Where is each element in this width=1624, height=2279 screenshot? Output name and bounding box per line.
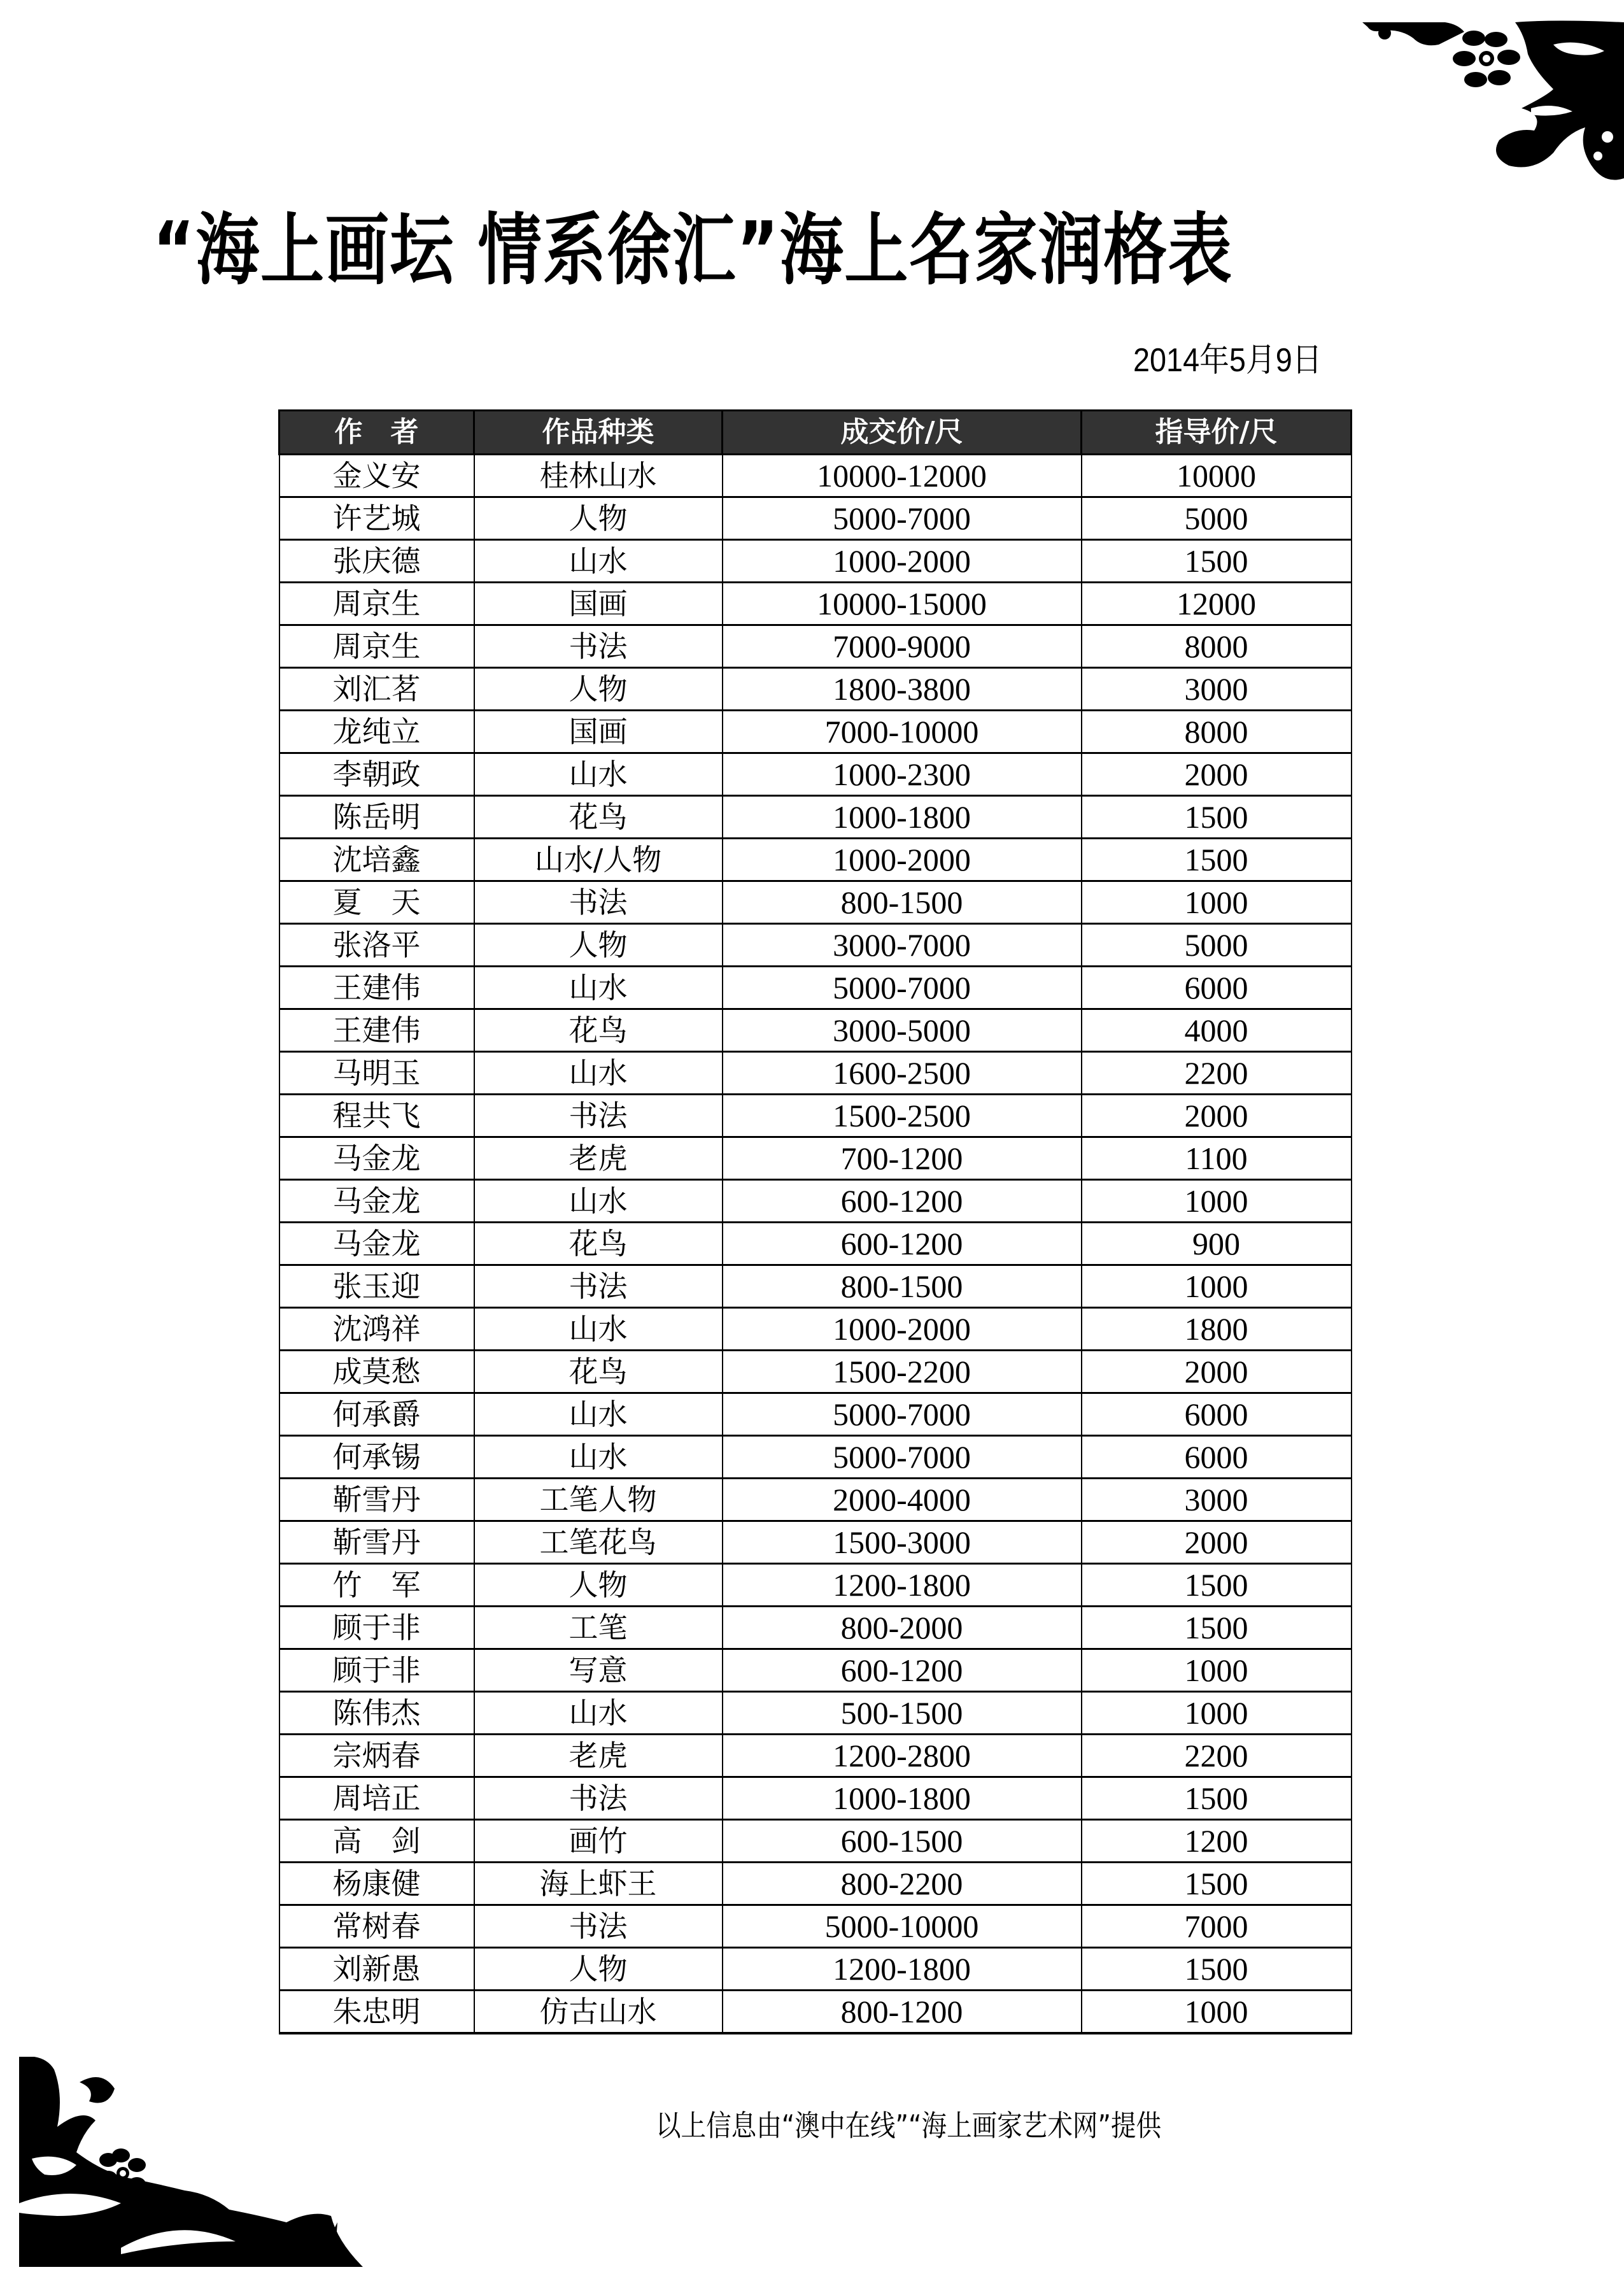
floral-corner-ornament-icon	[1362, 19, 1624, 185]
table-row	[279, 1521, 1352, 1564]
deal-price-cell: 5000-7000	[723, 1436, 1082, 1479]
deal-price-cell: 1800-3800	[723, 668, 1082, 711]
guide-price-cell: 2200	[1082, 1735, 1352, 1777]
artist-cell: 刘新愚	[279, 1948, 474, 1991]
deal-price-cell: 3000-5000	[723, 1009, 1082, 1052]
artist-cell: 马明玉	[279, 1052, 474, 1095]
source-note: 以上信息由“澳中在线”“海上画家艺术网”提供	[656, 2108, 1162, 2143]
artist-cell: 高 剑	[279, 1820, 474, 1863]
artist-cell: 李朝政	[279, 753, 474, 796]
work-type-cell: 工笔花鸟	[474, 1521, 723, 1564]
artist-cell: 张庆德	[279, 540, 474, 583]
deal-price-cell: 500-1500	[723, 1692, 1082, 1735]
table-row	[279, 455, 1352, 497]
deal-price-cell: 1000-1800	[723, 1777, 1082, 1820]
work-type-cell: 山水	[474, 540, 723, 583]
deal-price-cell: 800-1500	[723, 1265, 1082, 1308]
work-type-cell: 花鸟	[474, 1351, 723, 1393]
guide-price-cell: 900	[1082, 1223, 1352, 1265]
work-type-cell: 山水	[474, 1308, 723, 1351]
work-type-cell: 老虎	[474, 1137, 723, 1180]
guide-price-cell: 7000	[1082, 1905, 1352, 1948]
guide-price-cell: 1500	[1082, 1948, 1352, 1991]
guide-price-cell: 1500	[1082, 1863, 1352, 1905]
table-row	[279, 668, 1352, 711]
deal-price-cell: 1000-2000	[723, 540, 1082, 583]
work-type-cell: 花鸟	[474, 1009, 723, 1052]
guide-price-cell: 2200	[1082, 1052, 1352, 1095]
work-type-cell: 山水	[474, 1692, 723, 1735]
table-row	[279, 1479, 1352, 1521]
table-row	[279, 1607, 1352, 1649]
artist-cell: 何承锡	[279, 1436, 474, 1479]
guide-price-cell: 2000	[1082, 1351, 1352, 1393]
artist-cell: 马金龙	[279, 1180, 474, 1223]
table-row	[279, 967, 1352, 1009]
floral-corner-ornament-icon	[19, 2057, 363, 2267]
artist-cell: 龙纯立	[279, 711, 474, 753]
table-row	[279, 1863, 1352, 1905]
price-table	[278, 409, 1352, 2034]
guide-price-cell: 1500	[1082, 1777, 1352, 1820]
table-row	[279, 753, 1352, 796]
deal-price-cell: 10000-12000	[723, 455, 1082, 497]
deal-price-cell: 7000-9000	[723, 625, 1082, 668]
guide-price-cell: 3000	[1082, 668, 1352, 711]
table-row	[279, 1308, 1352, 1351]
table-header-row	[279, 411, 1352, 455]
guide-price-cell: 8000	[1082, 625, 1352, 668]
artist-cell: 周京生	[279, 583, 474, 625]
table-row	[279, 881, 1352, 924]
work-type-cell: 老虎	[474, 1735, 723, 1777]
deal-price-cell: 800-1500	[723, 881, 1082, 924]
artist-cell: 顾于非	[279, 1649, 474, 1692]
work-type-cell: 山水	[474, 967, 723, 1009]
table-row	[279, 1180, 1352, 1223]
table-row	[279, 497, 1352, 540]
table-row	[279, 583, 1352, 625]
work-type-cell: 书法	[474, 1095, 723, 1137]
deal-price-cell: 1000-1800	[723, 796, 1082, 839]
artist-cell: 何承爵	[279, 1393, 474, 1436]
table-row	[279, 1649, 1352, 1692]
deal-price-cell: 600-1200	[723, 1223, 1082, 1265]
deal-price-cell: 600-1500	[723, 1820, 1082, 1863]
artist-cell: 夏 天	[279, 881, 474, 924]
table-row	[279, 1052, 1352, 1095]
table-row	[279, 1905, 1352, 1948]
work-type-cell: 山水	[474, 1052, 723, 1095]
table-row	[279, 625, 1352, 668]
table-row	[279, 1223, 1352, 1265]
column-header-guide-price: 指导价/尺	[1082, 411, 1352, 455]
table-row	[279, 1735, 1352, 1777]
deal-price-cell: 5000-7000	[723, 1393, 1082, 1436]
deal-price-cell: 1200-1800	[723, 1564, 1082, 1607]
table-row	[279, 1393, 1352, 1436]
work-type-cell: 海上虾王	[474, 1863, 723, 1905]
guide-price-cell: 1800	[1082, 1308, 1352, 1351]
guide-price-cell: 1000	[1082, 1265, 1352, 1308]
artist-cell: 宗炳春	[279, 1735, 474, 1777]
guide-price-cell: 2000	[1082, 753, 1352, 796]
work-type-cell: 山水	[474, 1436, 723, 1479]
work-type-cell: 山水/人物	[474, 839, 723, 881]
guide-price-cell: 5000	[1082, 497, 1352, 540]
deal-price-cell: 1500-2500	[723, 1095, 1082, 1137]
table-row	[279, 1137, 1352, 1180]
work-type-cell: 人物	[474, 924, 723, 967]
work-type-cell: 工笔人物	[474, 1479, 723, 1521]
artist-cell: 竹 军	[279, 1564, 474, 1607]
artist-cell: 张玉迎	[279, 1265, 474, 1308]
artist-cell: 王建伟	[279, 967, 474, 1009]
column-header-artist: 作 者	[279, 411, 474, 455]
deal-price-cell: 600-1200	[723, 1649, 1082, 1692]
page-title: “海上画坛 情系徐汇”海上名家润格表	[153, 205, 1233, 295]
artist-cell: 靳雪丹	[279, 1479, 474, 1521]
table-row	[279, 1436, 1352, 1479]
guide-price-cell: 3000	[1082, 1479, 1352, 1521]
table-row	[279, 711, 1352, 753]
artist-cell: 程共飞	[279, 1095, 474, 1137]
artist-cell: 杨康健	[279, 1863, 474, 1905]
deal-price-cell: 5000-7000	[723, 497, 1082, 540]
deal-price-cell: 700-1200	[723, 1137, 1082, 1180]
artist-cell: 王建伟	[279, 1009, 474, 1052]
guide-price-cell: 6000	[1082, 1436, 1352, 1479]
guide-price-cell: 8000	[1082, 711, 1352, 753]
table-row	[279, 1692, 1352, 1735]
deal-price-cell: 1500-3000	[723, 1521, 1082, 1564]
column-header-work-type: 作品种类	[474, 411, 723, 455]
table-row	[279, 1777, 1352, 1820]
deal-price-cell: 5000-10000	[723, 1905, 1082, 1948]
document-date: 2014年5月9日	[1133, 342, 1322, 379]
table-row	[279, 1009, 1352, 1052]
guide-price-cell: 1000	[1082, 1692, 1352, 1735]
artist-cell: 沈培鑫	[279, 839, 474, 881]
guide-price-cell: 1500	[1082, 839, 1352, 881]
table-row	[279, 1820, 1352, 1863]
work-type-cell: 书法	[474, 1905, 723, 1948]
work-type-cell: 山水	[474, 1393, 723, 1436]
guide-price-cell: 2000	[1082, 1095, 1352, 1137]
work-type-cell: 写意	[474, 1649, 723, 1692]
artist-cell: 许艺城	[279, 497, 474, 540]
guide-price-cell: 4000	[1082, 1009, 1352, 1052]
table-body	[279, 455, 1352, 2034]
artist-cell: 周京生	[279, 625, 474, 668]
work-type-cell: 花鸟	[474, 1223, 723, 1265]
table-row	[279, 1948, 1352, 1991]
table-row	[279, 1351, 1352, 1393]
work-type-cell: 书法	[474, 881, 723, 924]
deal-price-cell: 1200-2800	[723, 1735, 1082, 1777]
guide-price-cell: 1000	[1082, 1649, 1352, 1692]
deal-price-cell: 1000-2000	[723, 839, 1082, 881]
work-type-cell: 国画	[474, 583, 723, 625]
guide-price-cell: 1500	[1082, 540, 1352, 583]
guide-price-cell: 1000	[1082, 1991, 1352, 2034]
guide-price-cell: 6000	[1082, 1393, 1352, 1436]
work-type-cell: 人物	[474, 497, 723, 540]
artist-cell: 陈伟杰	[279, 1692, 474, 1735]
table-row	[279, 1265, 1352, 1308]
artist-cell: 成莫愁	[279, 1351, 474, 1393]
work-type-cell: 人物	[474, 1948, 723, 1991]
table-row	[279, 796, 1352, 839]
deal-price-cell: 1000-2000	[723, 1308, 1082, 1351]
artist-cell: 金义安	[279, 455, 474, 497]
artist-cell: 陈岳明	[279, 796, 474, 839]
work-type-cell: 书法	[474, 625, 723, 668]
table-row	[279, 839, 1352, 881]
artist-cell: 刘汇茗	[279, 668, 474, 711]
work-type-cell: 国画	[474, 711, 723, 753]
guide-price-cell: 1200	[1082, 1820, 1352, 1863]
artist-cell: 张洛平	[279, 924, 474, 967]
artist-cell: 靳雪丹	[279, 1521, 474, 1564]
work-type-cell: 仿古山水	[474, 1991, 723, 2034]
table-row	[279, 1564, 1352, 1607]
artist-cell: 周培正	[279, 1777, 474, 1820]
work-type-cell: 花鸟	[474, 796, 723, 839]
guide-price-cell: 10000	[1082, 455, 1352, 497]
guide-price-cell: 1000	[1082, 881, 1352, 924]
artist-cell: 沈鸿祥	[279, 1308, 474, 1351]
guide-price-cell: 1500	[1082, 1564, 1352, 1607]
work-type-cell: 工笔	[474, 1607, 723, 1649]
table-row	[279, 540, 1352, 583]
guide-price-cell: 1100	[1082, 1137, 1352, 1180]
deal-price-cell: 1200-1800	[723, 1948, 1082, 1991]
work-type-cell: 山水	[474, 753, 723, 796]
table-row	[279, 924, 1352, 967]
deal-price-cell: 800-1200	[723, 1991, 1082, 2034]
artist-cell: 马金龙	[279, 1223, 474, 1265]
artist-cell: 顾于非	[279, 1607, 474, 1649]
deal-price-cell: 600-1200	[723, 1180, 1082, 1223]
work-type-cell: 山水	[474, 1180, 723, 1223]
deal-price-cell: 3000-7000	[723, 924, 1082, 967]
guide-price-cell: 1500	[1082, 1607, 1352, 1649]
deal-price-cell: 800-2000	[723, 1607, 1082, 1649]
work-type-cell: 人物	[474, 668, 723, 711]
guide-price-cell: 1500	[1082, 796, 1352, 839]
deal-price-cell: 10000-15000	[723, 583, 1082, 625]
artist-cell: 马金龙	[279, 1137, 474, 1180]
deal-price-cell: 1500-2200	[723, 1351, 1082, 1393]
deal-price-cell: 1000-2300	[723, 753, 1082, 796]
guide-price-cell: 6000	[1082, 967, 1352, 1009]
artist-cell: 常树春	[279, 1905, 474, 1948]
work-type-cell: 书法	[474, 1777, 723, 1820]
deal-price-cell: 800-2200	[723, 1863, 1082, 1905]
work-type-cell: 人物	[474, 1564, 723, 1607]
guide-price-cell: 5000	[1082, 924, 1352, 967]
work-type-cell: 画竹	[474, 1820, 723, 1863]
table-row	[279, 1991, 1352, 2034]
work-type-cell: 桂林山水	[474, 455, 723, 497]
deal-price-cell: 2000-4000	[723, 1479, 1082, 1521]
guide-price-cell: 1000	[1082, 1180, 1352, 1223]
work-type-cell: 书法	[474, 1265, 723, 1308]
guide-price-cell: 12000	[1082, 583, 1352, 625]
deal-price-cell: 1600-2500	[723, 1052, 1082, 1095]
column-header-deal-price: 成交价/尺	[723, 411, 1082, 455]
table-row	[279, 1095, 1352, 1137]
artist-cell: 朱忠明	[279, 1991, 474, 2034]
guide-price-cell: 2000	[1082, 1521, 1352, 1564]
deal-price-cell: 7000-10000	[723, 711, 1082, 753]
deal-price-cell: 5000-7000	[723, 967, 1082, 1009]
